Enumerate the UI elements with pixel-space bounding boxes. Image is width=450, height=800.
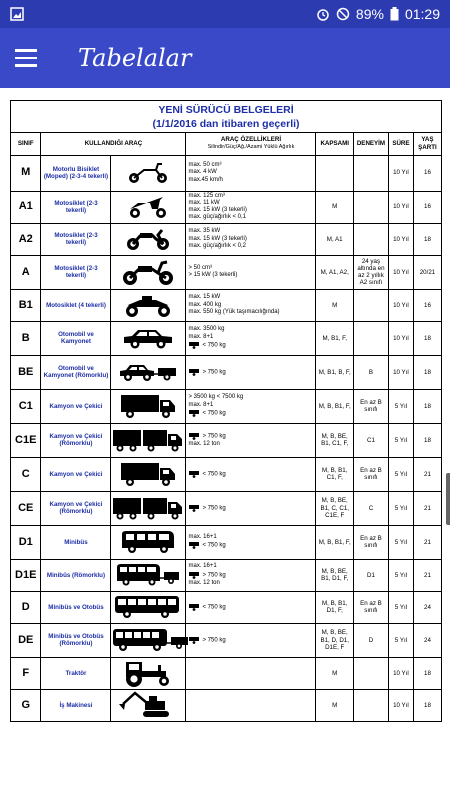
vehicle-specs: max. 15 kW max. 400 kg max. 550 kg (Yük taşımacılığında) bbox=[186, 289, 316, 321]
vehicle-specs: max. 16+1 < 750 kg bbox=[186, 525, 316, 559]
experience: D bbox=[353, 623, 388, 657]
vehicle-specs: > 750 kg max. 12 ton bbox=[186, 423, 316, 457]
experience: En az B sınıfı bbox=[353, 591, 388, 623]
table-row bbox=[11, 657, 441, 689]
vehicle-name: Traktör bbox=[41, 657, 111, 689]
duration: 10 Yıl bbox=[388, 355, 413, 389]
scope: M bbox=[316, 289, 353, 321]
vehicle-name: Motosiklet (2-3 tekerli) bbox=[41, 255, 111, 289]
duration: 10 Yıl bbox=[388, 289, 413, 321]
header-class: SINIF bbox=[11, 133, 41, 155]
scope: M, B, B1, F, bbox=[316, 389, 353, 423]
motorcycle-icon bbox=[111, 226, 185, 252]
experience bbox=[353, 657, 388, 689]
image-notification-icon bbox=[10, 7, 24, 21]
vehicle-name: Otomobil ve Kamyonet (Römorklu) bbox=[41, 355, 111, 389]
age-requirement: 24 bbox=[413, 591, 441, 623]
experience: 24 yaş altında en az 2 yıllık A2 sınıfı bbox=[353, 255, 388, 289]
vehicle-name: Kamyon ve Çekici bbox=[41, 389, 111, 423]
license-class: D1 bbox=[11, 525, 41, 559]
experience: C1 bbox=[353, 423, 388, 457]
duration: 5 Yıl bbox=[388, 389, 413, 423]
vehicle-image bbox=[111, 623, 186, 657]
status-bar bbox=[0, 0, 450, 28]
duration: 10 Yıl bbox=[388, 191, 413, 223]
vehicle-image bbox=[111, 355, 186, 389]
experience: B bbox=[353, 355, 388, 389]
scope: M, B, B1, F, bbox=[316, 525, 353, 559]
vehicle-name: Kamyon ve Çekici bbox=[41, 457, 111, 491]
scope: M, B, B1, D1, F, bbox=[316, 591, 353, 623]
vehicle-image bbox=[111, 457, 186, 491]
vehicle-name: Minibüs ve Otobüs (Römorklu) bbox=[41, 623, 111, 657]
header-experience: DENEYİM bbox=[353, 133, 388, 155]
vehicle-specs: < 750 kg bbox=[186, 457, 316, 491]
scope: M, B1, B, F, bbox=[316, 355, 353, 389]
vehicle-specs: > 750 kg bbox=[186, 355, 316, 389]
license-class: A bbox=[11, 255, 41, 289]
experience bbox=[353, 223, 388, 255]
experience: D1 bbox=[353, 559, 388, 591]
chopper-icon bbox=[111, 258, 185, 286]
vehicle-specs: max. 35 kW max. 15 kW (3 tekerli) max. güç/ağırlık < 0,2 bbox=[186, 223, 316, 255]
scope: M, B1, F, bbox=[316, 321, 353, 355]
age-requirement: 16 bbox=[413, 155, 441, 191]
clock: 01:29 bbox=[404, 6, 440, 22]
license-class: A2 bbox=[11, 223, 41, 255]
car-icon bbox=[111, 325, 185, 351]
truck-icon bbox=[111, 460, 185, 488]
license-class: A1 bbox=[11, 191, 41, 223]
bus-icon bbox=[111, 593, 185, 621]
license-class: M bbox=[11, 155, 41, 191]
scope: M, B, BE, B1, D, D1, D1E, F bbox=[316, 623, 353, 657]
table-row bbox=[11, 191, 441, 223]
duration: 10 Yıl bbox=[388, 657, 413, 689]
vehicle-image bbox=[111, 255, 186, 289]
license-table-document bbox=[10, 100, 442, 722]
vehicle-name: Motosiklet (2-3 tekerli) bbox=[41, 191, 111, 223]
age-requirement: 18 bbox=[413, 657, 441, 689]
vehicle-image bbox=[111, 191, 186, 223]
table-row bbox=[11, 155, 441, 191]
experience bbox=[353, 289, 388, 321]
vehicle-image bbox=[111, 389, 186, 423]
scope: M, B, B1, C1, F, bbox=[316, 457, 353, 491]
tractor-icon bbox=[111, 658, 185, 688]
duration: 5 Yıl bbox=[388, 457, 413, 491]
age-requirement: 18 bbox=[413, 355, 441, 389]
experience: En az B sınıfı bbox=[353, 525, 388, 559]
excavator-icon bbox=[111, 690, 185, 720]
experience bbox=[353, 191, 388, 223]
scope: M, B, BE, B1, D1, F, bbox=[316, 559, 353, 591]
vehicle-specs: > 750 kg bbox=[186, 491, 316, 525]
vehicle-name: Minibüs (Römorklu) bbox=[41, 559, 111, 591]
license-class: B1 bbox=[11, 289, 41, 321]
page-title: Tabelalar bbox=[78, 44, 192, 72]
minibus-trailer-icon bbox=[111, 561, 185, 589]
experience bbox=[353, 321, 388, 355]
vehicle-name: Motorlu Bisiklet (Moped) (2-3-4 tekerli) bbox=[41, 155, 111, 191]
battery-percent: 89% bbox=[355, 6, 384, 22]
header-features: ARAÇ ÖZELLİKLERİ Silindir/Güç/Ağ./Azami Yüklü Ağırlık bbox=[186, 133, 316, 155]
license-class: CE bbox=[11, 491, 41, 525]
scope: M, B, BE, B1, C1, F, bbox=[316, 423, 353, 457]
battery-icon bbox=[390, 7, 399, 21]
vehicle-name: Kamyon ve Çekici (Römorklu) bbox=[41, 491, 111, 525]
scope: M bbox=[316, 689, 353, 721]
scope: M bbox=[316, 191, 353, 223]
age-requirement: 18 bbox=[413, 423, 441, 457]
license-class: G bbox=[11, 689, 41, 721]
age-requirement: 21 bbox=[413, 525, 441, 559]
table-row bbox=[11, 389, 441, 423]
experience bbox=[353, 155, 388, 191]
age-requirement: 24 bbox=[413, 623, 441, 657]
vehicle-name: Minibüs bbox=[41, 525, 111, 559]
vehicle-image bbox=[111, 289, 186, 321]
vehicle-specs: > 750 kg bbox=[186, 623, 316, 657]
vehicle-specs: < 750 kg bbox=[186, 591, 316, 623]
duration: 10 Yıl bbox=[388, 321, 413, 355]
license-class: B bbox=[11, 321, 41, 355]
table-row bbox=[11, 559, 441, 591]
table-row bbox=[11, 623, 441, 657]
vehicle-image bbox=[111, 525, 186, 559]
car-trailer-icon bbox=[111, 360, 185, 384]
header-vehicle: KULLANDIĞI ARAÇ bbox=[41, 133, 186, 155]
scooter-icon bbox=[111, 194, 185, 220]
vehicle-image bbox=[111, 321, 186, 355]
license-class: D bbox=[11, 591, 41, 623]
scope bbox=[316, 155, 353, 191]
table-row bbox=[11, 355, 441, 389]
truck-trailer-icon bbox=[111, 494, 185, 522]
vehicle-specs: > 3500 kg < 7500 kg max. 8+1 < 750 kg bbox=[186, 389, 316, 423]
vehicle-image bbox=[111, 423, 186, 457]
document-title: YENİ SÜRÜCÜ BELGELERİ bbox=[158, 104, 294, 116]
duration: 5 Yıl bbox=[388, 623, 413, 657]
license-class: D1E bbox=[11, 559, 41, 591]
license-class: DE bbox=[11, 623, 41, 657]
table-row bbox=[11, 689, 441, 721]
duration: 10 Yıl bbox=[388, 155, 413, 191]
age-requirement: 18 bbox=[413, 389, 441, 423]
document-subtitle: (1/1/2016 dan itibaren geçerli) bbox=[152, 118, 300, 130]
vehicle-specs: max. 50 cm³ max. 4 kW max.45 km/h bbox=[186, 155, 316, 191]
age-requirement: 16 bbox=[413, 289, 441, 321]
experience bbox=[353, 689, 388, 721]
vehicle-image bbox=[111, 559, 186, 591]
moped-icon bbox=[111, 161, 185, 185]
experience: En az B sınıfı bbox=[353, 457, 388, 491]
table-row bbox=[11, 289, 441, 321]
vehicle-name: Motosiklet (2-3 tekerli) bbox=[41, 223, 111, 255]
atv-icon bbox=[111, 291, 185, 319]
vehicle-specs: max. 125 cm³ max. 11 kW max. 15 kW (3 tekerli) max. güç/ağırlık < 0,1 bbox=[186, 191, 316, 223]
age-requirement: 21 bbox=[413, 559, 441, 591]
header-duration: SÜRE bbox=[388, 133, 413, 155]
truck-icon bbox=[111, 392, 185, 420]
vehicle-specs: > 50 cm³ > 15 kW (3 tekerli) bbox=[186, 255, 316, 289]
do-not-disturb-icon bbox=[336, 7, 350, 21]
table-row bbox=[11, 491, 441, 525]
duration: 5 Yıl bbox=[388, 525, 413, 559]
scroll-edge-handle[interactable] bbox=[446, 473, 450, 525]
vehicle-image bbox=[111, 657, 186, 689]
license-class: C1E bbox=[11, 423, 41, 457]
scope: M, A1, A2, bbox=[316, 255, 353, 289]
header-age: YAŞ ŞARTI bbox=[413, 133, 441, 155]
vehicle-name: Kamyon ve Çekici (Römorklu) bbox=[41, 423, 111, 457]
duration: 5 Yıl bbox=[388, 591, 413, 623]
age-requirement: 21 bbox=[413, 457, 441, 491]
table-row bbox=[11, 525, 441, 559]
table-row bbox=[11, 223, 441, 255]
duration: 5 Yıl bbox=[388, 559, 413, 591]
vehicle-name: Minibüs ve Otobüs bbox=[41, 591, 111, 623]
age-requirement: 16 bbox=[413, 191, 441, 223]
vehicle-specs bbox=[186, 657, 316, 689]
bus-trailer-icon bbox=[111, 626, 185, 654]
hamburger-icon bbox=[15, 49, 37, 52]
license-class: C bbox=[11, 457, 41, 491]
duration: 5 Yıl bbox=[388, 423, 413, 457]
table-row bbox=[11, 255, 441, 289]
table-row bbox=[11, 321, 441, 355]
vehicle-specs: max. 16+1 > 750 kg max. 12 ton bbox=[186, 559, 316, 591]
age-requirement: 18 bbox=[413, 689, 441, 721]
age-requirement: 18 bbox=[413, 321, 441, 355]
table-row bbox=[11, 423, 441, 457]
license-class: BE bbox=[11, 355, 41, 389]
duration: 10 Yıl bbox=[388, 689, 413, 721]
header-scope: KAPSAMI bbox=[316, 133, 353, 155]
vehicle-name: Otomobil ve Kamyonet bbox=[41, 321, 111, 355]
vehicle-specs: max. 3500 kg max. 8+1 < 750 kg bbox=[186, 321, 316, 355]
duration: 10 Yıl bbox=[388, 223, 413, 255]
vehicle-image bbox=[111, 689, 186, 721]
license-class: F bbox=[11, 657, 41, 689]
age-requirement: 18 bbox=[413, 223, 441, 255]
content-area[interactable] bbox=[0, 88, 450, 800]
scope: M bbox=[316, 657, 353, 689]
vehicle-image bbox=[111, 223, 186, 255]
alarm-icon bbox=[316, 7, 330, 21]
duration: 5 Yıl bbox=[388, 491, 413, 525]
minibus-icon bbox=[111, 528, 185, 556]
truck-trailer-icon bbox=[111, 426, 185, 454]
vehicle-image bbox=[111, 155, 186, 191]
age-requirement: 21 bbox=[413, 491, 441, 525]
license-class: C1 bbox=[11, 389, 41, 423]
vehicle-name: İş Makinesi bbox=[41, 689, 111, 721]
vehicle-name: Motosiklet (4 tekerli) bbox=[41, 289, 111, 321]
vehicle-image bbox=[111, 491, 186, 525]
vehicle-specs bbox=[186, 689, 316, 721]
vehicle-image bbox=[111, 591, 186, 623]
table-row bbox=[11, 457, 441, 491]
license-table bbox=[11, 133, 441, 721]
app-bar bbox=[0, 28, 450, 88]
experience: En az B sınıfı bbox=[353, 389, 388, 423]
table-row bbox=[11, 591, 441, 623]
scope: M, A1 bbox=[316, 223, 353, 255]
duration: 10 Yıl bbox=[388, 255, 413, 289]
scope: M, B, BE, B1, C, C1, C1E, F bbox=[316, 491, 353, 525]
menu-button[interactable] bbox=[0, 28, 52, 88]
experience: C bbox=[353, 491, 388, 525]
age-requirement: 20/21 bbox=[413, 255, 441, 289]
